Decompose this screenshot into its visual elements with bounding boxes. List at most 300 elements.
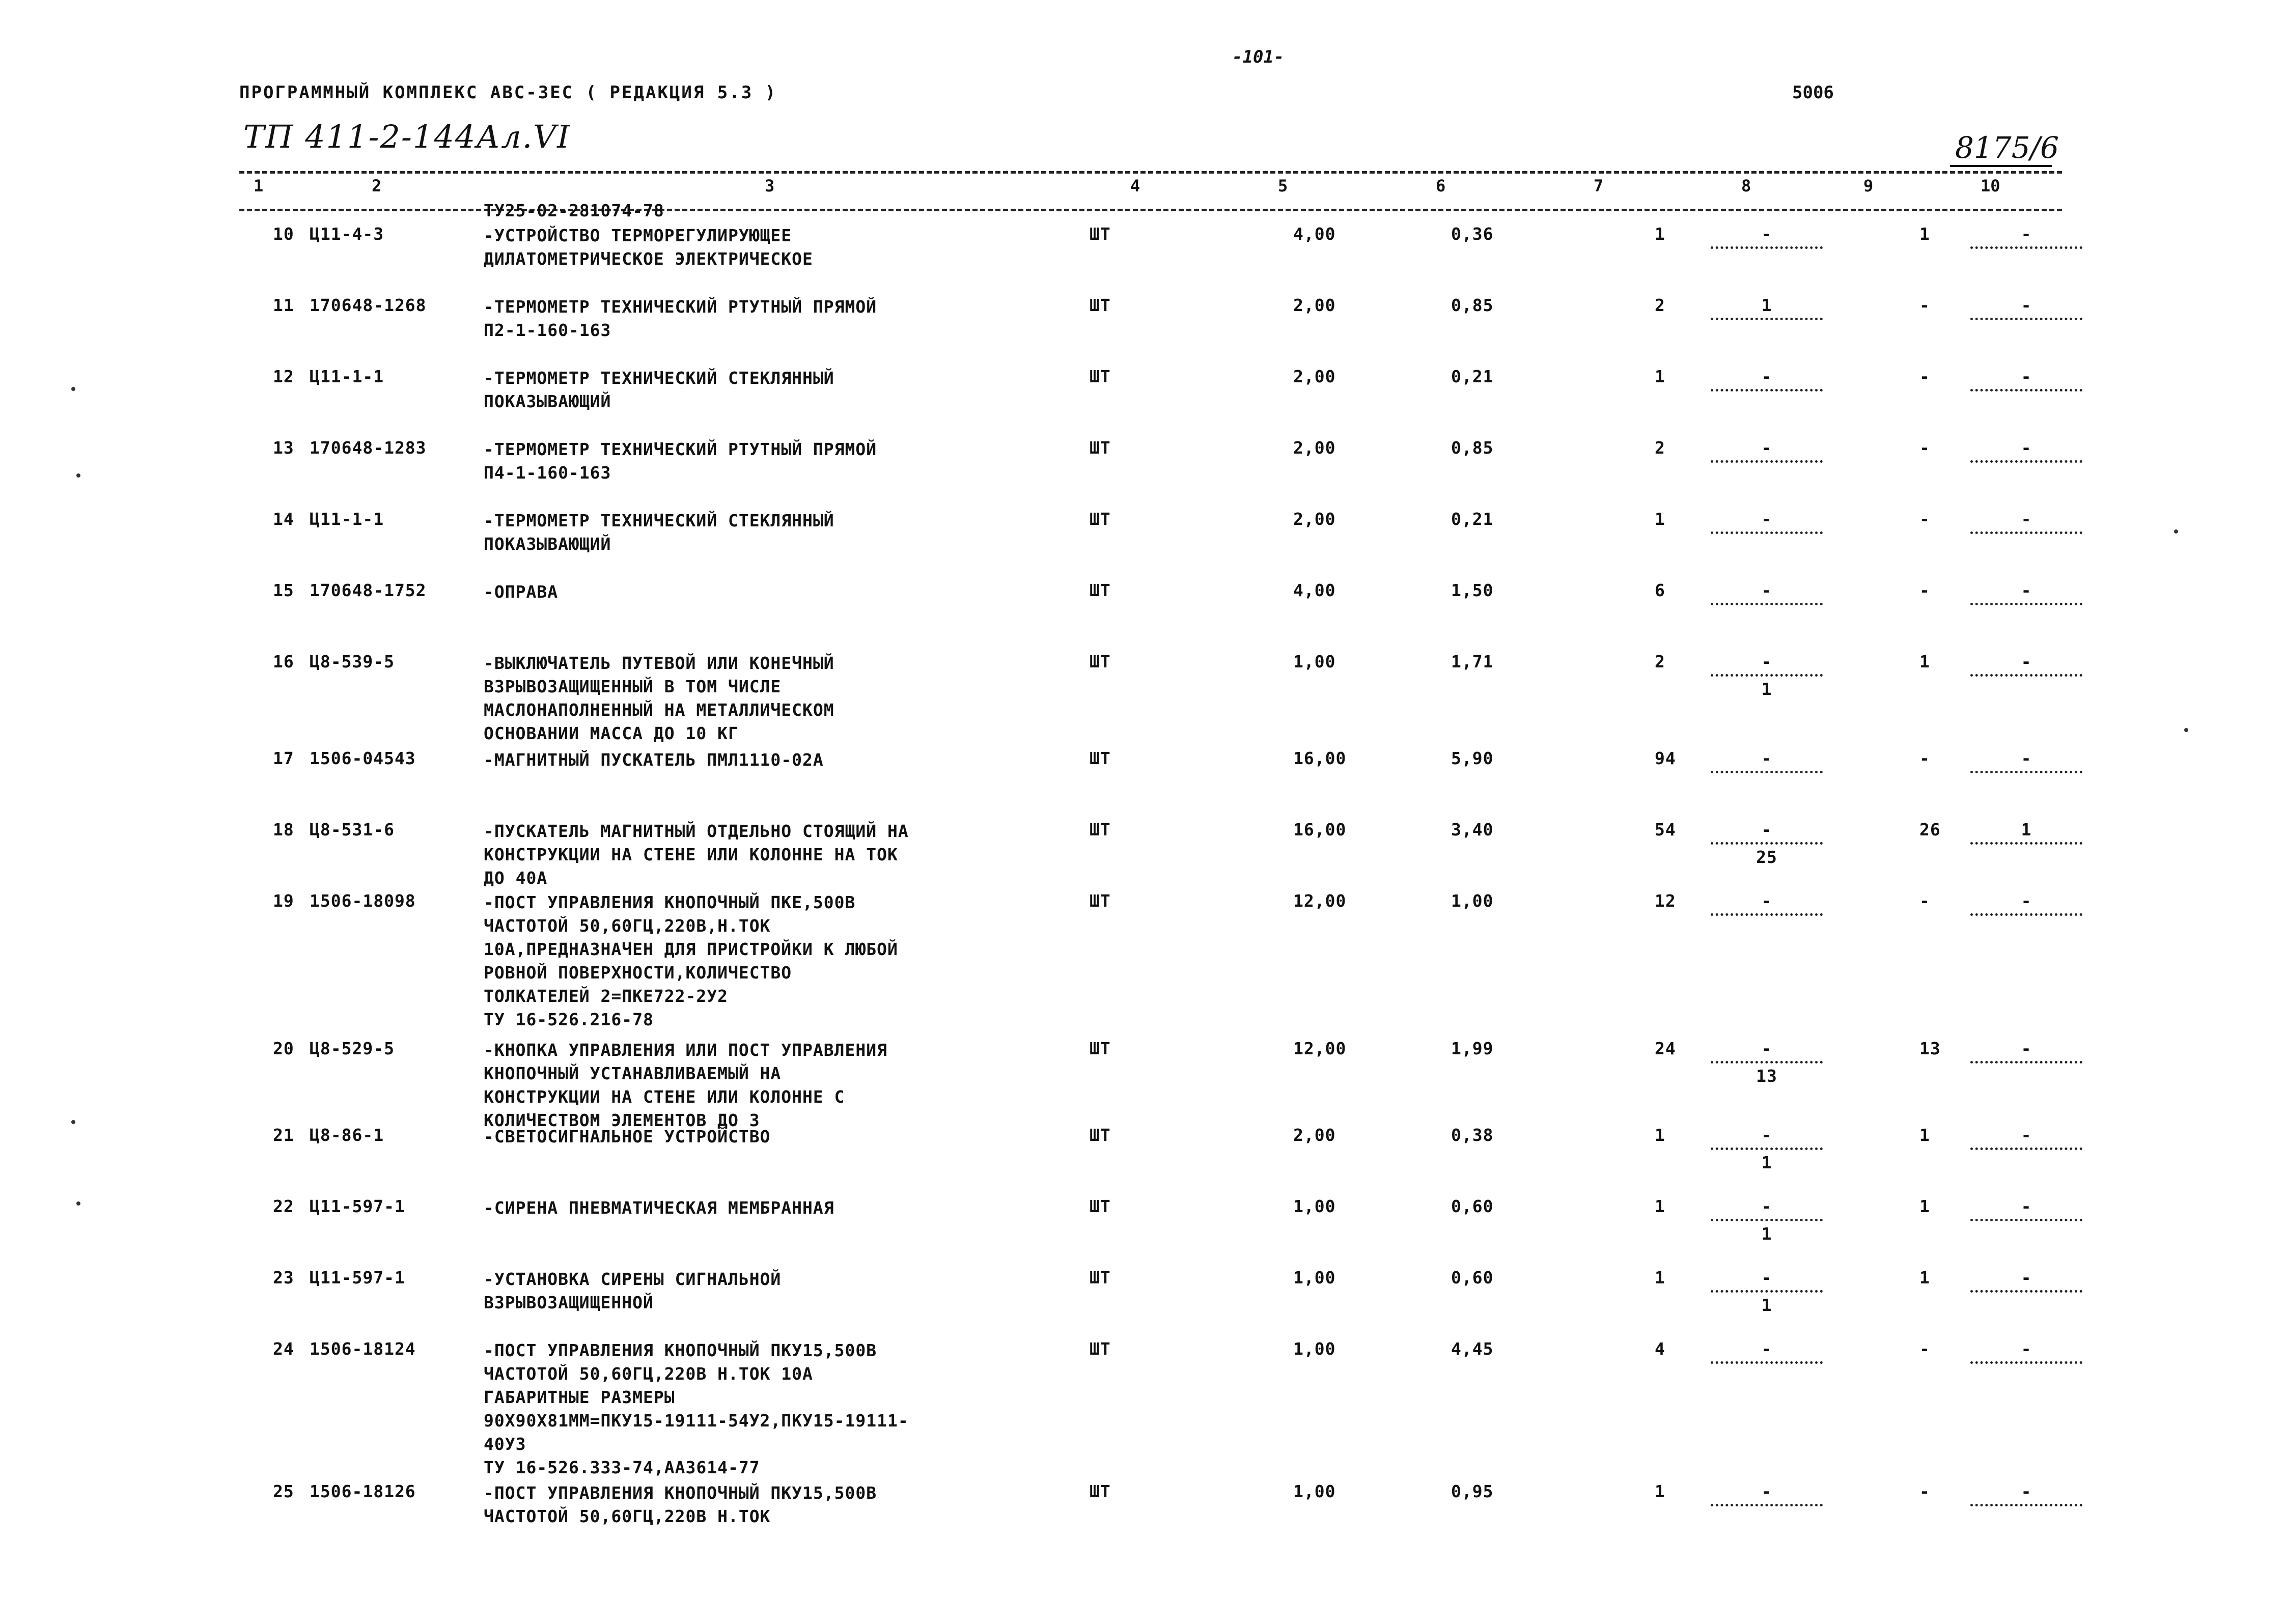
table-row	[0, 891, 2285, 1039]
row-col10	[1965, 1039, 2087, 1110]
program-header: ПРОГРАММНЫЙ КОМПЛЕКС АВС-3ЕС ( РЕДАКЦИЯ 5.3 )	[239, 82, 777, 103]
description-line: ТОЛКАТЕЛЕЙ 2=ПКЕ722-2У2	[484, 986, 728, 1006]
row-col9: -	[1919, 891, 1930, 911]
row-col7: 2	[1655, 652, 1665, 671]
description-line: ВЗРЫВОЗАЩИЩЕННОЙ	[484, 1293, 654, 1312]
row-col10-bar	[1970, 1361, 2082, 1364]
row-col8-numerator: -	[1761, 820, 1772, 839]
row-number: 19	[273, 891, 294, 911]
row-col10-bar	[1970, 460, 2082, 463]
row-col8-denominator: 1	[1761, 679, 1772, 699]
row-unit: ШТ	[1090, 1039, 1111, 1058]
row-description	[484, 891, 898, 1031]
description-line: -ВЫКЛЮЧАТЕЛЬ ПУТЕВОЙ ИЛИ КОНЕЧНЫЙ	[484, 653, 834, 673]
row-col10-numerator: -	[2021, 1339, 2032, 1359]
row-col7: 12	[1655, 891, 1676, 911]
row-col8-bar	[1711, 460, 1823, 463]
row-col8-denominator: 13	[1756, 1066, 1777, 1086]
row-col10-bar	[1970, 842, 2082, 845]
row-col10-numerator: -	[2021, 1125, 2032, 1145]
row-col8-numerator: -	[1761, 1339, 1772, 1359]
row-col10	[1965, 580, 2087, 652]
row-description	[484, 367, 834, 413]
row-col10	[1965, 820, 2087, 891]
row-quantity: 12,00	[1293, 1039, 1347, 1058]
description-line: КНОПОЧНЫЙ УСТАНАВЛИВАЕМЫЙ НА	[484, 1063, 782, 1083]
row-col8-bar	[1711, 1290, 1823, 1293]
row-col9: 1	[1919, 224, 1930, 244]
row-col9: -	[1919, 367, 1930, 386]
row-code: 170648-1752	[310, 580, 427, 600]
row-col10	[1965, 367, 2087, 438]
row-col10-numerator: -	[2021, 1196, 2032, 1216]
row-quantity: 16,00	[1293, 820, 1347, 839]
row-col10	[1965, 891, 2087, 962]
row-coefficient: 5,90	[1451, 748, 1494, 768]
row-code: Ц11-597-1	[310, 1268, 405, 1287]
row-col7: 1	[1655, 509, 1665, 529]
row-col8-bar	[1711, 1147, 1823, 1150]
description-line: П4-1-160-163	[484, 463, 611, 483]
row-unit: ШТ	[1090, 580, 1111, 600]
row-col10-denominator	[1965, 1066, 2087, 1086]
row-quantity: 1,00	[1293, 1268, 1336, 1287]
row-col8-denominator	[1706, 1509, 1828, 1529]
colnum-10: 10	[1981, 176, 2000, 195]
row-col10-denominator	[1965, 323, 2087, 343]
description-line: -ПУСКАТЕЛЬ МАГНИТНЫЙ ОТДЕЛЬНО СТОЯЩИЙ НА	[484, 821, 909, 841]
row-col10	[1965, 1268, 2087, 1339]
row-col10-denominator	[1965, 679, 2087, 699]
row-col9: 26	[1919, 820, 1941, 839]
row-col8-denominator	[1706, 323, 1828, 343]
row-col10-denominator	[1965, 1153, 2087, 1173]
table-row	[0, 1481, 2285, 1532]
row-col9: 1	[1919, 652, 1930, 671]
table-row	[0, 1268, 2285, 1339]
row-coefficient: 0,85	[1451, 295, 1494, 315]
page-number: -101-	[1232, 47, 1285, 67]
row-description	[484, 820, 909, 890]
row-col8-numerator: -	[1761, 438, 1772, 458]
description-line: -ТЕРМОМЕТР ТЕХНИЧЕСКИЙ СТЕКЛЯННЫЙ	[484, 511, 834, 530]
row-number: 23	[273, 1268, 294, 1287]
row-col8	[1706, 367, 1828, 438]
row-col8-denominator: 25	[1756, 847, 1777, 867]
row-col10-bar	[1970, 1290, 2082, 1293]
row-col8	[1706, 652, 1828, 723]
row-col10-bar	[1970, 1504, 2082, 1506]
row-number: 24	[273, 1339, 294, 1359]
row-col8-numerator: -	[1761, 1268, 1772, 1287]
table-row	[0, 438, 2285, 509]
row-col10	[1965, 224, 2087, 295]
row-col8-numerator: -	[1761, 1481, 1772, 1501]
table-row	[0, 1196, 2285, 1268]
row-col8-numerator: -	[1761, 367, 1772, 386]
colnum-5: 5	[1278, 176, 1288, 195]
row-col10-denominator	[1965, 1224, 2087, 1244]
row-quantity: 12,00	[1293, 891, 1347, 911]
row-coefficient: 0,60	[1451, 1196, 1494, 1216]
row-col9: -	[1919, 295, 1930, 315]
description-line: ДО 40А	[484, 868, 548, 888]
row-col8-bar	[1711, 1504, 1823, 1506]
row-col7: 1	[1655, 1196, 1665, 1216]
colnum-4: 4	[1130, 176, 1140, 195]
row-col8-bar	[1711, 1361, 1823, 1364]
table-row	[0, 748, 2285, 820]
description-line: -ПОСТ УПРАВЛЕНИЯ КНОПОЧНЫЙ ПКЕ,500В	[484, 892, 856, 912]
description-line: КОЛИЧЕСТВОМ ЭЛЕМЕНТОВ ДО 3	[484, 1110, 760, 1130]
row-col8-numerator: -	[1761, 891, 1772, 911]
table-row	[0, 580, 2285, 652]
row-col7: 1	[1655, 367, 1665, 386]
row-col10-numerator: -	[2021, 1481, 2032, 1501]
row-col7: 1	[1655, 224, 1665, 244]
table-row	[0, 509, 2285, 580]
row-col10-bar	[1970, 913, 2082, 916]
colnum-7: 7	[1594, 176, 1604, 195]
row-col8-numerator: -	[1761, 1039, 1772, 1058]
row-unit: ШТ	[1090, 748, 1111, 768]
row-quantity: 1,00	[1293, 1339, 1336, 1359]
row-number: 10	[273, 224, 294, 244]
row-coefficient: 0,38	[1451, 1125, 1494, 1145]
row-col8	[1706, 438, 1828, 509]
row-col10-numerator: -	[2021, 224, 2032, 244]
description-line: -МАГНИТНЫЙ ПУСКАТЕЛЬ ПМЛ1110-02А	[484, 750, 824, 770]
row-coefficient: 0,95	[1451, 1481, 1494, 1501]
row-col9: 13	[1919, 1039, 1941, 1058]
row-col9: -	[1919, 748, 1930, 768]
description-line: КОНСТРУКЦИИ НА СТЕНЕ ИЛИ КОЛОННЕ НА ТОК	[484, 845, 898, 864]
row-col10-bar	[1970, 389, 2082, 391]
row-col8	[1706, 891, 1828, 962]
row-number: 13	[273, 438, 294, 458]
row-unit: ШТ	[1090, 1339, 1111, 1359]
row-col8-denominator	[1706, 1366, 1828, 1387]
description-line: 90Х90Х81ММ=ПКУ15-19111-54У2,ПКУ15-19111-	[484, 1411, 909, 1431]
row-col10-denominator	[1965, 1509, 2087, 1529]
row-col10-numerator: -	[2021, 295, 2032, 315]
row-col7: 2	[1655, 438, 1665, 458]
row-description	[484, 1339, 909, 1479]
row-unit: ШТ	[1090, 1481, 1111, 1501]
row-description	[484, 1268, 781, 1314]
row-coefficient: 1,50	[1451, 580, 1494, 600]
row-col8-numerator: -	[1761, 1196, 1772, 1216]
row-unit: ШТ	[1090, 224, 1111, 244]
table-row	[0, 1125, 2285, 1196]
row-col8-bar	[1711, 246, 1823, 249]
row-code: 1506-18126	[310, 1481, 416, 1501]
row-col7: 2	[1655, 295, 1665, 315]
row-quantity: 4,00	[1293, 580, 1336, 600]
row-code: Ц8-531-6	[310, 820, 395, 839]
row-unit: ШТ	[1090, 820, 1111, 839]
handwritten-sheet-number: 8175/6	[1955, 130, 2059, 165]
description-line: ТУ 16-526.216-78	[484, 1010, 654, 1029]
row-code: 1506-18124	[310, 1339, 416, 1359]
table-row	[0, 201, 2285, 295]
description-line: -УСТАНОВКА СИРЕНЫ СИГНАЛЬНОЙ	[484, 1269, 782, 1289]
row-quantity: 1,00	[1293, 1481, 1336, 1501]
row-quantity: 1,00	[1293, 652, 1336, 671]
row-col8-denominator	[1706, 251, 1828, 272]
row-unit: ШТ	[1090, 367, 1111, 386]
row-unit: ШТ	[1090, 652, 1111, 671]
row-code: 1506-18098	[310, 891, 416, 911]
row-code: Ц8-539-5	[310, 652, 395, 671]
row-col8-denominator	[1706, 608, 1828, 628]
row-code: Ц8-86-1	[310, 1125, 384, 1145]
row-unit: ШТ	[1090, 438, 1111, 458]
description-line: ЧАСТОТОЙ 50,60ГЦ,220В Н.ТОК 10А	[484, 1364, 813, 1384]
row-quantity: 2,00	[1293, 509, 1336, 529]
row-col8	[1706, 1268, 1828, 1339]
row-number: 15	[273, 580, 294, 600]
row-col8	[1706, 820, 1828, 891]
row-unit: ШТ	[1090, 891, 1111, 911]
description-line: -ТЕРМОМЕТР ТЕХНИЧЕСКИЙ РТУТНЫЙ ПРЯМОЙ	[484, 439, 877, 459]
row-col9: 1	[1919, 1196, 1930, 1216]
description-line: -ОПРАВА	[484, 582, 559, 602]
description-line: ЧАСТОТОЙ 50,60ГЦ,220В,Н.ТОК	[484, 916, 771, 936]
description-line: ОСНОВАНИИ МАССА ДО 10 КГ	[484, 723, 739, 743]
description-line: -ТЕРМОМЕТР ТЕХНИЧЕСКИЙ РТУТНЫЙ ПРЯМОЙ	[484, 297, 877, 317]
row-col10	[1965, 1481, 2087, 1553]
row-col8	[1706, 580, 1828, 652]
row-coefficient: 0,21	[1451, 367, 1494, 386]
row-number: 16	[273, 652, 294, 671]
row-col8-numerator: -	[1761, 1125, 1772, 1145]
row-unit: ШТ	[1090, 295, 1111, 315]
row-code: Ц11-1-1	[310, 367, 384, 386]
description-line: ТУ 16-526.333-74,ААЗ614-77	[484, 1458, 760, 1477]
row-col10-denominator	[1965, 847, 2087, 867]
row-col8-bar	[1711, 603, 1823, 605]
row-quantity: 2,00	[1293, 367, 1336, 386]
row-code: 170648-1268	[310, 295, 427, 315]
row-quantity: 2,00	[1293, 295, 1336, 315]
row-number: 20	[273, 1039, 294, 1058]
row-col10-denominator	[1965, 465, 2087, 486]
row-number: 18	[273, 820, 294, 839]
row-col8-bar	[1711, 1219, 1823, 1221]
row-description	[484, 1196, 834, 1220]
row-coefficient: 0,60	[1451, 1268, 1494, 1287]
row-col9: -	[1919, 509, 1930, 529]
sheet-underline	[1950, 165, 2052, 167]
row-coefficient: 0,21	[1451, 509, 1494, 529]
description-line: -УСТРОЙСТВО ТЕРМОРЕГУЛИРУЮЩЕЕ	[484, 226, 792, 245]
row-unit: ШТ	[1090, 1268, 1111, 1287]
row-col10-bar	[1970, 674, 2082, 677]
top-dashed-rule	[239, 171, 2062, 174]
row-col10-numerator: -	[2021, 1268, 2032, 1287]
row-col8-denominator: 1	[1761, 1153, 1772, 1172]
description-line: ПОКАЗЫВАЮЩИЙ	[484, 534, 611, 554]
row-col10	[1965, 1125, 2087, 1196]
row-col8-numerator: -	[1761, 580, 1772, 600]
row-quantity: 1,00	[1293, 1196, 1336, 1216]
row-col10	[1965, 1196, 2087, 1268]
row-coefficient: 4,45	[1451, 1339, 1494, 1359]
row-col8	[1706, 1481, 1828, 1553]
description-line: ЧАСТОТОЙ 50,60ГЦ,220В Н.ТОК	[484, 1506, 771, 1526]
description-line: ГАБАРИТНЫЕ РАЗМЕРЫ	[484, 1387, 675, 1407]
colnum-8: 8	[1741, 176, 1751, 195]
row-col9: -	[1919, 1481, 1930, 1501]
row-col8-bar	[1711, 1061, 1823, 1063]
row-description	[484, 652, 834, 745]
row-number: 22	[273, 1196, 294, 1216]
row-col10-denominator	[1965, 394, 2087, 414]
row-quantity: 4,00	[1293, 224, 1336, 244]
description-line: -ПОСТ УПРАВЛЕНИЯ КНОПОЧНЫЙ ПКУ15,500В	[484, 1340, 877, 1360]
row-col10-numerator: -	[2021, 580, 2032, 600]
row-col10-denominator	[1965, 918, 2087, 939]
row-coefficient: 0,85	[1451, 438, 1494, 458]
row-col8-numerator: 1	[1761, 295, 1772, 315]
row-col8-numerator: -	[1761, 748, 1772, 768]
row-col10-bar	[1970, 318, 2082, 320]
colnum-6: 6	[1436, 176, 1446, 195]
row-unit: ШТ	[1090, 1196, 1111, 1216]
row-col8-bar	[1711, 913, 1823, 916]
row-col10-bar	[1970, 1219, 2082, 1221]
row-number: 17	[273, 748, 294, 768]
row-col10-numerator: -	[2021, 1039, 2032, 1058]
row-col10-denominator	[1965, 1366, 2087, 1387]
row-number: 21	[273, 1125, 294, 1145]
row-col10	[1965, 509, 2087, 580]
row-col10-numerator: -	[2021, 438, 2032, 458]
row-code: Ц8-529-5	[310, 1039, 395, 1058]
row-unit: ШТ	[1090, 1125, 1111, 1145]
colnum-1: 1	[254, 176, 264, 195]
row-col9: 1	[1919, 1125, 1930, 1145]
table-row	[0, 295, 2285, 367]
row-description	[484, 509, 834, 556]
row-code: Ц11-597-1	[310, 1196, 405, 1216]
handwritten-project-number: ТП 411-2-144Ал.VI	[243, 118, 571, 155]
description-line: ДИЛАТОМЕТРИЧЕСКОЕ ЭЛЕКТРИЧЕСКОЕ	[484, 249, 813, 269]
description-line: П2-1-160-163	[484, 320, 611, 340]
row-quantity: 16,00	[1293, 748, 1347, 768]
row-col10	[1965, 1339, 2087, 1410]
description-line: 40У3	[484, 1434, 526, 1454]
row-quantity: 2,00	[1293, 438, 1336, 458]
row-col10-denominator	[1965, 608, 2087, 628]
row-col7: 94	[1655, 748, 1676, 768]
colnum-2: 2	[372, 176, 382, 195]
row-description	[484, 1125, 770, 1149]
row-col8	[1706, 1339, 1828, 1410]
row-code: Ц11-4-3	[310, 224, 384, 244]
description-line: ПОКАЗЫВАЮЩИЙ	[484, 391, 611, 411]
row-number: 12	[273, 367, 294, 386]
row-preline: ТУ25-02-281074-78	[484, 201, 664, 220]
row-code: Ц11-1-1	[310, 509, 384, 529]
row-col7: 4	[1655, 1339, 1665, 1359]
description-line: -СВЕТОСИГНАЛЬНОЕ УСТРОЙСТВО	[484, 1127, 771, 1146]
description-line: -КНОПКА УПРАВЛЕНИЯ ИЛИ ПОСТ УПРАВЛЕНИЯ	[484, 1040, 887, 1060]
row-code: 1506-04543	[310, 748, 416, 768]
row-col8-bar	[1711, 771, 1823, 773]
table-row	[0, 367, 2285, 438]
description-line: -ТЕРМОМЕТР ТЕХНИЧЕСКИЙ СТЕКЛЯННЫЙ	[484, 368, 834, 388]
row-description	[484, 1481, 877, 1528]
description-line: 10А,ПРЕДНАЗНАЧЕН ДЛЯ ПРИСТРОЙКИ К ЛЮБОЙ	[484, 939, 898, 959]
row-coefficient: 0,36	[1451, 224, 1494, 244]
row-col7: 1	[1655, 1481, 1665, 1501]
row-description	[484, 580, 558, 604]
row-col8-denominator	[1706, 394, 1828, 414]
colnum-9: 9	[1863, 176, 1874, 195]
row-col10-bar	[1970, 603, 2082, 605]
estimate-table	[0, 201, 2285, 1532]
row-col9: 1	[1919, 1268, 1930, 1287]
row-col10-bar	[1970, 246, 2082, 249]
row-quantity: 2,00	[1293, 1125, 1336, 1145]
column-number-row	[239, 176, 2062, 199]
row-col7: 6	[1655, 580, 1665, 600]
row-col8-numerator: -	[1761, 652, 1772, 671]
row-col8-denominator: 1	[1761, 1295, 1772, 1315]
row-col10	[1965, 652, 2087, 723]
row-col7: 1	[1655, 1268, 1665, 1287]
row-col10-bar	[1970, 1147, 2082, 1150]
row-col9: -	[1919, 438, 1930, 458]
row-col8-bar	[1711, 531, 1823, 534]
description-line: -ПОСТ УПРАВЛЕНИЯ КНОПОЧНЫЙ ПКУ15,500В	[484, 1483, 877, 1503]
row-coefficient: 3,40	[1451, 820, 1494, 839]
row-col10	[1965, 438, 2087, 509]
row-col8-denominator	[1706, 537, 1828, 557]
row-description	[484, 748, 824, 772]
row-unit: ШТ	[1090, 509, 1111, 529]
row-col7: 54	[1655, 820, 1676, 839]
description-line: КОНСТРУКЦИИ НА СТЕНЕ ИЛИ КОЛОННЕ С	[484, 1087, 845, 1107]
row-col8-bar	[1711, 674, 1823, 677]
row-col8	[1706, 295, 1828, 367]
row-col8	[1706, 1125, 1828, 1196]
table-row	[0, 1039, 2285, 1130]
description-line: МАСЛОНАПОЛНЕННЫЙ НА МЕТАЛЛИЧЕСКОМ	[484, 700, 834, 720]
row-description	[484, 295, 877, 342]
row-col8-bar	[1711, 842, 1823, 845]
row-col10-denominator	[1965, 1295, 2087, 1315]
table-row	[0, 820, 2285, 891]
row-col8	[1706, 748, 1828, 820]
row-col8	[1706, 224, 1828, 295]
row-col7: 24	[1655, 1039, 1676, 1058]
table-row	[0, 652, 2285, 748]
row-col10-denominator	[1965, 251, 2087, 272]
row-description	[484, 224, 813, 271]
row-col10	[1965, 748, 2087, 820]
row-number: 11	[273, 295, 294, 315]
description-line: РОВНОЙ ПОВЕРХНОСТИ,КОЛИЧЕСТВО	[484, 963, 792, 983]
row-code: 170648-1283	[310, 438, 427, 458]
row-col8-numerator: -	[1761, 509, 1772, 529]
row-col10-numerator: -	[2021, 509, 2032, 529]
row-col8-denominator	[1706, 918, 1828, 939]
document-code: 5006	[1792, 82, 1834, 103]
row-col8	[1706, 509, 1828, 580]
